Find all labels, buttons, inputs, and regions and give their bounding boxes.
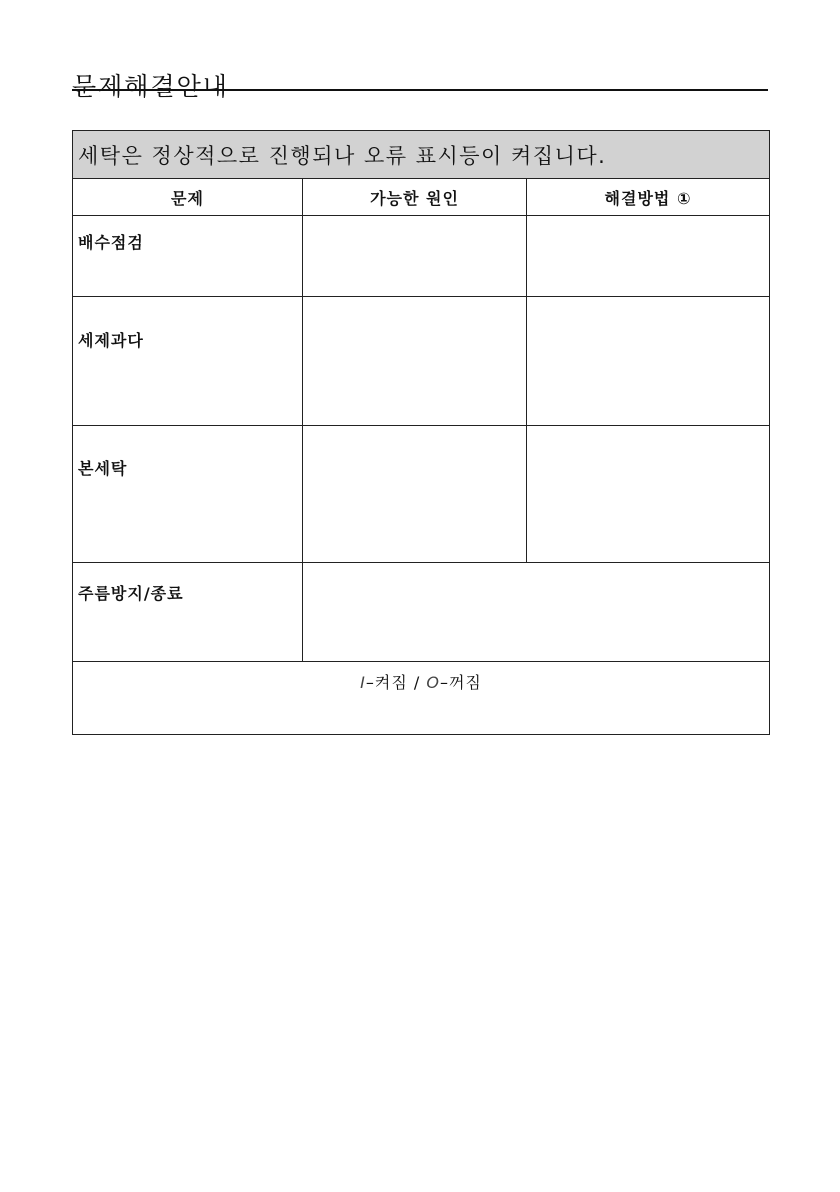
header-solution: [527, 179, 770, 216]
table-row: [73, 563, 770, 662]
table-banner: 세탁은 정상적으로 진행되나 오류 표시등이 켜집니다.: [73, 131, 770, 179]
page-title: 문제해결안내: [72, 71, 229, 101]
cause-cell: [303, 426, 527, 563]
header-cause: 가능한 원인: [303, 179, 527, 216]
legend-cell: [73, 662, 770, 735]
problem-cell: 배수점검: [73, 216, 303, 297]
table-banner-row: [73, 131, 770, 179]
cause-cell: [303, 297, 527, 426]
title-divider: [72, 89, 768, 91]
table-header-row: [73, 179, 770, 216]
table-row: [73, 216, 770, 297]
problem-cell: 주름방지/종료: [73, 563, 303, 662]
legend-separator: /: [413, 673, 421, 692]
header-solution-marker: ①: [676, 188, 692, 208]
solution-cell: [527, 216, 770, 297]
indicator-on-symbol: I: [360, 673, 366, 692]
solution-cell: [527, 426, 770, 563]
indicator-on-label: –켜짐: [365, 673, 408, 692]
problem-cell: 본세탁: [73, 426, 303, 563]
table-row: [73, 426, 770, 563]
table-footer-row: [73, 662, 770, 735]
cause-cell: [303, 216, 527, 297]
troubleshooting-table: [72, 130, 770, 735]
solution-cell: [527, 297, 770, 426]
table-row: [73, 297, 770, 426]
header-solution-label: 해결방법: [604, 188, 671, 208]
header-problem: 문제: [73, 179, 303, 216]
indicator-off-label: –꺼짐: [439, 673, 482, 692]
problem-cell: 세제과다: [73, 297, 303, 426]
indicator-off-symbol: O: [426, 673, 440, 692]
cause-solution-cell: [303, 563, 770, 662]
